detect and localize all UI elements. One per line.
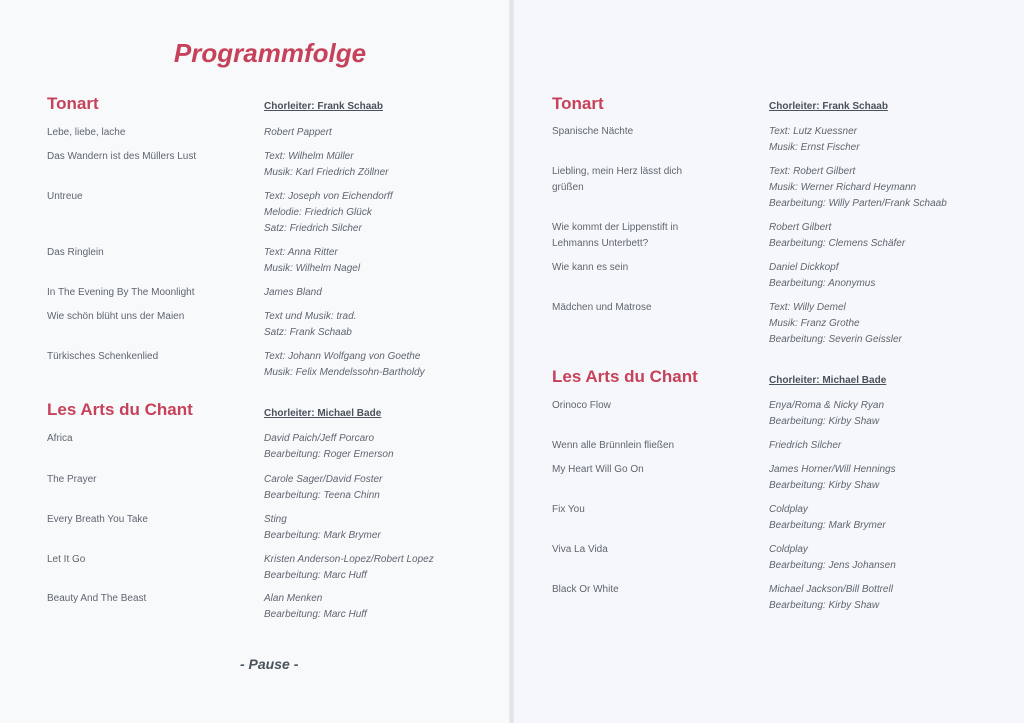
song-credits — [264, 309, 356, 341]
credit-line: Satz: Frank Schaab — [264, 327, 352, 338]
credit-line: Bearbeitung: Mark Brymer — [264, 530, 381, 541]
song-title: The Prayer — [47, 474, 97, 485]
choir-director: Chorleiter: Michael Bade — [769, 375, 887, 386]
credit-line: Bearbeitung: Mark Brymer — [769, 520, 886, 531]
song-title: Black Or White — [552, 584, 619, 595]
left-page — [0, 0, 510, 723]
song-title: My Heart Will Go On — [552, 464, 644, 475]
song-title: In The Evening By The Moonlight — [47, 287, 195, 298]
credit-line: Musik: Karl Friedrich Zöllner — [264, 167, 389, 178]
credit-line: Daniel Dickkopf — [769, 262, 839, 273]
song-title: Das Wandern ist des Müllers Lust — [47, 151, 197, 162]
song-credits — [769, 398, 884, 430]
song-title: Wenn alle Brünnlein fließen — [552, 440, 675, 451]
credit-line: Text: Johann Wolfgang von Goethe — [264, 351, 421, 362]
credit-line: Melodie: Friedrich Glück — [264, 207, 372, 218]
choir-director: Chorleiter: Frank Schaab — [769, 101, 888, 112]
song-title: Wie kann es sein — [552, 262, 629, 273]
credit-line: Musik: Franz Grothe — [769, 318, 860, 329]
song-title: Wie kommt der Lippenstift in Lehmanns Unterbett? — [552, 222, 679, 249]
song-credits — [264, 285, 322, 301]
song-title: Beauty And The Beast — [47, 593, 147, 604]
credit-line: Bearbeitung: Marc Huff — [264, 609, 367, 620]
credit-line: Sting — [264, 514, 287, 525]
credit-line: Robert Gilbert — [769, 222, 832, 233]
credit-line: Bearbeitung: Kirby Shaw — [769, 480, 880, 491]
section-heading-les-arts-du-chant: Les Arts du Chant — [47, 400, 193, 419]
song-credits — [769, 300, 902, 348]
credit-line: James Horner/Will Hennings — [769, 464, 896, 475]
song-title: Every Breath You Take — [47, 514, 148, 525]
song-credits — [264, 431, 394, 463]
credit-line: Musik: Ernst Fischer — [769, 142, 860, 153]
song-credits — [769, 462, 896, 494]
song-title: Türkisches Schenkenlied — [47, 351, 159, 362]
credit-line: Text: Lutz Kuessner — [769, 126, 858, 137]
pause-label: - Pause - — [240, 656, 299, 672]
credit-line: Text: Willy Demel — [769, 302, 846, 313]
credit-line: Text: Joseph von Eichendorff — [264, 191, 393, 202]
song-credits — [264, 472, 382, 504]
credit-line: Bearbeitung: Kirby Shaw — [769, 416, 880, 427]
credit-line: Coldplay — [769, 544, 808, 555]
credit-line: Coldplay — [769, 504, 808, 515]
song-credits — [264, 591, 367, 623]
song-title: Liebling, mein Herz lässt dich grüßen — [552, 166, 683, 193]
section-heading-les-arts-du-chant: Les Arts du Chant — [552, 367, 698, 386]
credit-line: James Bland — [264, 287, 322, 298]
song-credits — [769, 220, 905, 252]
credit-line: Bearbeitung: Marc Huff — [264, 570, 367, 581]
song-credits — [769, 438, 841, 454]
song-credits — [264, 125, 332, 141]
song-credits — [769, 502, 886, 534]
credit-line: Kristen Anderson-Lopez/Robert Lopez — [264, 554, 434, 565]
song-credits — [264, 349, 425, 381]
page-title: Programmfolge — [173, 38, 367, 68]
section-heading-tonart: Tonart — [47, 94, 99, 113]
credit-line: Text und Musik: trad. — [264, 311, 357, 322]
credit-line: Bearbeitung: Willy Parten/Frank Schaab — [769, 198, 947, 209]
credit-line: Carole Sager/David Foster — [264, 474, 383, 485]
credit-line: Bearbeitung: Severin Geissler — [769, 334, 902, 345]
song-title: Viva La Vida — [552, 544, 608, 555]
song-title: Wie schön blüht uns der Maien — [47, 311, 185, 322]
credit-line: Text: Anna Ritter — [264, 247, 338, 258]
song-title: Orinoco Flow — [552, 400, 611, 411]
credit-line: Musik: Felix Mendelssohn-Bartholdy — [264, 367, 425, 378]
credit-line: Musik: Wilhelm Nagel — [264, 263, 361, 274]
song-title: Untreue — [47, 191, 83, 202]
choir-director: Chorleiter: Michael Bade — [264, 408, 382, 419]
song-credits — [769, 542, 896, 574]
credit-line: Text: Robert Gilbert — [769, 166, 856, 177]
credit-line: Friedrich Silcher — [769, 440, 842, 451]
credit-line: Robert Pappert — [264, 127, 332, 138]
song-title: Lebe, liebe, lache — [47, 127, 126, 138]
credit-line: Michael Jackson/Bill Bottrell — [769, 584, 893, 595]
credit-line: Bearbeitung: Teena Chinn — [264, 490, 380, 501]
credit-line: Satz: Friedrich Silcher — [264, 223, 362, 234]
choir-director: Chorleiter: Frank Schaab — [264, 101, 383, 112]
song-credits — [769, 124, 860, 156]
credit-line: Alan Menken — [264, 593, 323, 604]
song-title: Let It Go — [47, 554, 86, 565]
song-title: Das Ringlein — [47, 247, 104, 258]
song-credits — [769, 260, 875, 292]
credit-line: Enya/Roma & Nicky Ryan — [769, 400, 885, 411]
song-credits — [264, 245, 360, 277]
song-title: Spanische Nächte — [552, 126, 634, 137]
credit-line: Bearbeitung: Roger Emerson — [264, 449, 394, 460]
song-credits — [264, 149, 388, 181]
credit-line: Bearbeitung: Anonymus — [769, 278, 876, 289]
credit-line: Text: Wilhelm Müller — [264, 151, 354, 162]
song-credits — [264, 512, 381, 544]
credit-line: David Paich/Jeff Porcaro — [264, 433, 375, 444]
song-credits — [264, 552, 434, 584]
section-heading-tonart: Tonart — [552, 94, 604, 113]
song-credits — [264, 189, 393, 237]
song-title: Mädchen und Matrose — [552, 302, 652, 313]
song-credits — [769, 582, 893, 614]
song-credits — [769, 164, 947, 212]
credit-line: Bearbeitung: Jens Johansen — [769, 560, 896, 571]
song-title: Fix You — [552, 504, 585, 515]
song-title: Africa — [47, 433, 73, 444]
credit-line: Musik: Werner Richard Heymann — [769, 182, 917, 193]
credit-line: Bearbeitung: Kirby Shaw — [769, 600, 880, 611]
credit-line: Bearbeitung: Clemens Schäfer — [769, 238, 906, 249]
